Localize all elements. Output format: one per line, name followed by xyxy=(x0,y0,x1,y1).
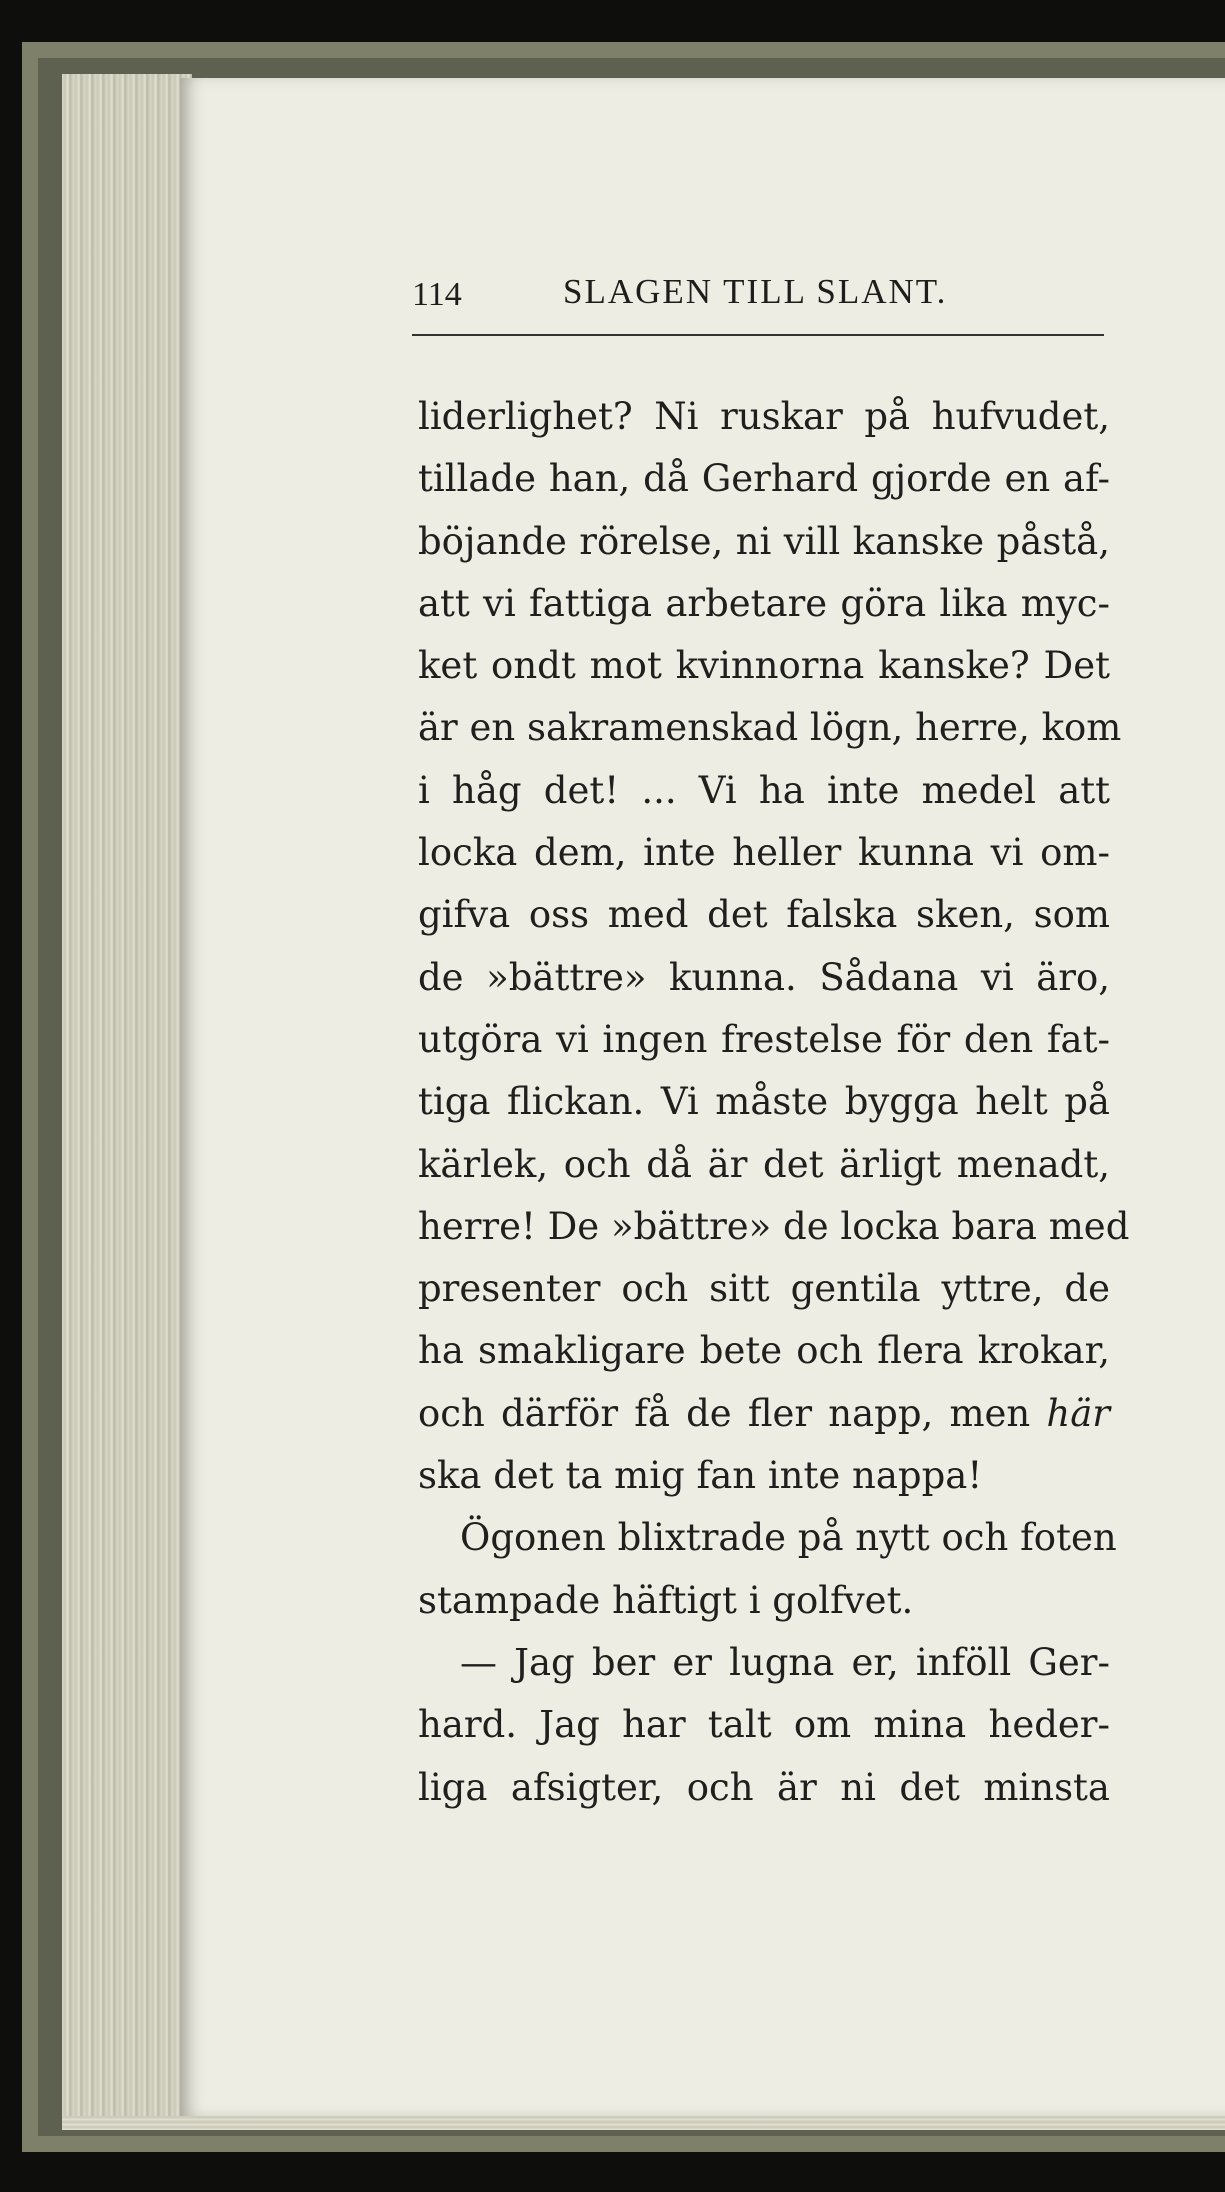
text-line-with-italic xyxy=(418,1383,1110,1445)
page-number: 114 xyxy=(412,276,462,313)
text-line: de »bättre» kunna. Sådana vi äro, xyxy=(418,955,1110,999)
header-rule xyxy=(412,334,1104,336)
text-line: utgöra vi ingen frestelse för den fat- xyxy=(418,1017,1110,1061)
text-line-paragraph-start: Ögonen blixtrade på nytt och foten xyxy=(460,1516,1117,1560)
text-line: är en sakramenskad lögn, herre, kom xyxy=(418,706,1122,750)
text-line: gifva oss med det falska sken, som xyxy=(418,893,1110,937)
running-head-title: SLAGEN TILL SLANT. xyxy=(563,272,948,311)
text-line: herre! De »bättre» de locka bara med xyxy=(418,1204,1130,1248)
text-line: hard. Jag har talt om mina heder- xyxy=(418,1703,1110,1747)
text-line: att vi fattiga arbetare göra lika myc- xyxy=(418,581,1110,625)
text-line: stampade häftigt i golfvet. xyxy=(418,1578,914,1622)
text-line: ket ondt mot kvinnorna kanske? Det xyxy=(418,644,1110,688)
text-line: liderlighet? Ni ruskar på hufvudet, xyxy=(418,395,1110,438)
text-line-paragraph-start: — Jag ber er lugna er, inföll Ger- xyxy=(460,1640,1110,1684)
text-line: ska det ta mig fan inte nappa! xyxy=(418,1454,983,1498)
text-line: tillade han, då Gerhard gjorde en af- xyxy=(418,457,1110,501)
body-text xyxy=(418,386,1130,1819)
page-bottom-edges xyxy=(62,2116,1225,2130)
page-stack-edges xyxy=(62,74,192,2126)
text-line: böjande rörelse, ni vill kanske påstå, xyxy=(418,519,1110,563)
text-line: ha smakligare bete och flera krokar, xyxy=(418,1329,1110,1373)
text-segment: och därför få de fler napp, men xyxy=(418,1391,1031,1435)
text-line: liga afsigter, och är ni det minsta xyxy=(418,1765,1110,1809)
text-line: tiga flickan. Vi måste bygga helt på xyxy=(418,1080,1110,1124)
italic-word: här xyxy=(1046,1391,1110,1435)
text-line: kärlek, och då är det ärligt menadt, xyxy=(418,1142,1110,1186)
text-line: locka dem, inte heller kunna vi om- xyxy=(418,831,1110,875)
text-line: i håg det! ... Vi ha inte medel att xyxy=(418,768,1110,812)
text-line: presenter och sitt gentila yttre, de xyxy=(418,1267,1110,1311)
